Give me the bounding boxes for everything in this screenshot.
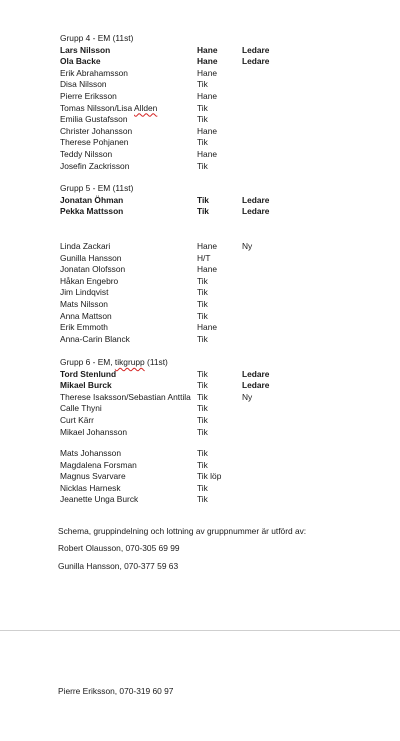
group-5-row [60, 311, 360, 323]
spellcheck-flagged-word: tikgrupp [114, 357, 145, 367]
member-sex: Hane [197, 322, 218, 333]
group-5-row [60, 253, 360, 265]
member-sex: Tik [197, 194, 209, 205]
member-sex: Tik [197, 114, 208, 125]
member-sex: Tik [197, 102, 208, 113]
member-name: Mikael Burck [60, 380, 112, 391]
group-6-title-part: (11st) [144, 357, 168, 367]
member-sex: Hane [197, 44, 218, 55]
member-name: Erik Abrahamsson [60, 67, 128, 78]
member-sex: Tik [197, 275, 208, 286]
member-name [60, 103, 157, 115]
group-6-title-part: Grupp 6 - EM, [60, 357, 115, 367]
group-6-members [60, 448, 360, 506]
group-5-row [60, 241, 360, 253]
group-4-row [60, 137, 360, 149]
member-name: Magnus Svarvare [60, 471, 126, 482]
member-name: Therese Isaksson/Sebastian Anttila [60, 391, 191, 402]
member-role: Ledare [242, 206, 270, 217]
member-name: Josefin Zackrisson [60, 160, 130, 171]
group-5-row [60, 276, 360, 288]
contact-line: Robert Olausson, 070-305 69 99 [58, 543, 180, 553]
member-name: Jonatan Olofsson [60, 264, 126, 275]
group-6-row [60, 427, 360, 439]
member-name: Anna Mattson [60, 310, 112, 321]
group-6-row [60, 483, 360, 495]
member-name: Jonatan Öhman [60, 194, 124, 205]
group-5-leader-row [60, 206, 360, 218]
member-role: Ledare [242, 380, 270, 391]
member-name: Lars Nilsson [60, 44, 111, 55]
group-5-leader-row [60, 195, 360, 207]
member-name: Curt Kärr [60, 414, 94, 425]
member-name: Mats Johansson [60, 448, 121, 458]
member-sex: Tik [197, 448, 208, 458]
group-6-row [60, 380, 360, 392]
group-4-row [60, 149, 360, 161]
member-sex: Hane [197, 241, 218, 251]
member-sex: Hane [197, 264, 218, 275]
group-5-title: Grupp 5 - EM (11st) [60, 183, 134, 193]
member-sex: Tik [197, 380, 208, 391]
member-sex: Tik [197, 79, 208, 90]
group-4-section [60, 33, 360, 172]
member-name: Erik Emmoth [60, 322, 108, 333]
group-4-row [60, 91, 360, 103]
group-4-row [60, 126, 360, 138]
member-name: Disa Nilsson [60, 79, 107, 90]
group-4-row [60, 56, 360, 68]
member-role: Ny [242, 241, 253, 251]
member-sex: Tik [197, 403, 208, 414]
member-sex: Tik [197, 333, 208, 344]
group-6-row [60, 448, 360, 460]
group-4-title: Grupp 4 - EM (11st) [60, 33, 134, 43]
member-role: Ledare [242, 194, 270, 205]
member-name: Jim Lindqvist [60, 287, 109, 298]
member-sex: Tik [197, 298, 208, 309]
member-name: Håkan Engebro [60, 275, 119, 286]
group-6-row [60, 460, 360, 472]
group-6-row [60, 392, 360, 404]
member-name: Linda Zackari [60, 241, 111, 251]
member-sex: Tik [197, 482, 208, 493]
member-name: Mikael Johansson [60, 426, 128, 437]
member-role: Ledare [242, 56, 270, 67]
group-5-row [60, 322, 360, 334]
member-name: Jeanette Unga Burck [60, 494, 139, 505]
group-4-row [60, 161, 360, 173]
page-break [0, 630, 400, 631]
group-4-row [60, 68, 360, 80]
member-sex: Tik [197, 459, 208, 470]
group-5-row [60, 264, 360, 276]
member-name: Christer Johansson [60, 125, 133, 136]
group-5-row [60, 287, 360, 299]
schedule-note: Schema, gruppindelning och lottning av gruppnummer är utförd av: [58, 526, 307, 536]
member-name: Emilia Gustafsson [60, 114, 128, 125]
group-4-row [60, 45, 360, 57]
member-name: Pekka Mattsson [60, 206, 124, 217]
group-6-title [60, 357, 360, 369]
member-sex: Tik löp [197, 471, 222, 482]
member-name: Gunilla Hansson [60, 252, 122, 263]
member-sex: Tik [197, 426, 208, 437]
member-name: Ola Backe [60, 56, 101, 67]
member-role: Ny [242, 391, 253, 402]
group-6-row [60, 471, 360, 483]
member-name-part: Tomas Nilsson/Lisa [60, 102, 135, 113]
member-name: Therese Pohjanen [60, 137, 129, 148]
member-sex: Tik [197, 160, 208, 171]
group-4-row [60, 114, 360, 126]
group-4-row [60, 79, 360, 91]
member-sex: H/T [197, 252, 211, 263]
member-name: Anna-Carin Blanck [60, 333, 130, 344]
member-name: Calle Thyni [60, 403, 102, 414]
group-5-row [60, 334, 360, 346]
group-5-members [60, 241, 360, 345]
member-name: Magdalena Forsman [60, 459, 137, 470]
member-name: Tord Stenlund [60, 368, 117, 379]
member-sex: Hane [197, 67, 218, 78]
member-sex: Hane [197, 90, 218, 101]
group-6-section [60, 357, 360, 438]
member-name: Pierre Eriksson [60, 90, 117, 101]
group-5-row [60, 299, 360, 311]
group-5-section [60, 183, 360, 218]
member-sex: Tik [197, 287, 208, 298]
member-sex: Tik [197, 368, 208, 379]
member-sex: Hane [197, 148, 218, 159]
member-sex: Tik [197, 137, 208, 148]
group-6-row [60, 403, 360, 415]
member-sex: Tik [197, 391, 208, 402]
member-sex: Tik [197, 494, 208, 505]
group-6-row [60, 369, 360, 381]
group-6-row [60, 494, 360, 506]
group-6-row [60, 415, 360, 427]
member-name: Nicklas Harnesk [60, 482, 121, 493]
member-name: Mats Nilsson [60, 298, 108, 309]
contact-line: Gunilla Hansson, 070-377 59 63 [58, 561, 179, 571]
contact-line: Pierre Eriksson, 070-319 60 97 [58, 686, 174, 696]
group-4-row [60, 103, 360, 115]
member-role: Ledare [242, 368, 270, 379]
member-role: Ledare [242, 44, 270, 55]
member-sex: Tik [197, 206, 209, 217]
member-sex: Hane [197, 125, 218, 136]
member-sex: Tik [197, 414, 208, 425]
member-name: Teddy Nilsson [60, 148, 113, 159]
member-sex: Hane [197, 56, 218, 67]
member-sex: Tik [197, 310, 208, 321]
spellcheck-flagged-word: Allden [134, 102, 158, 113]
